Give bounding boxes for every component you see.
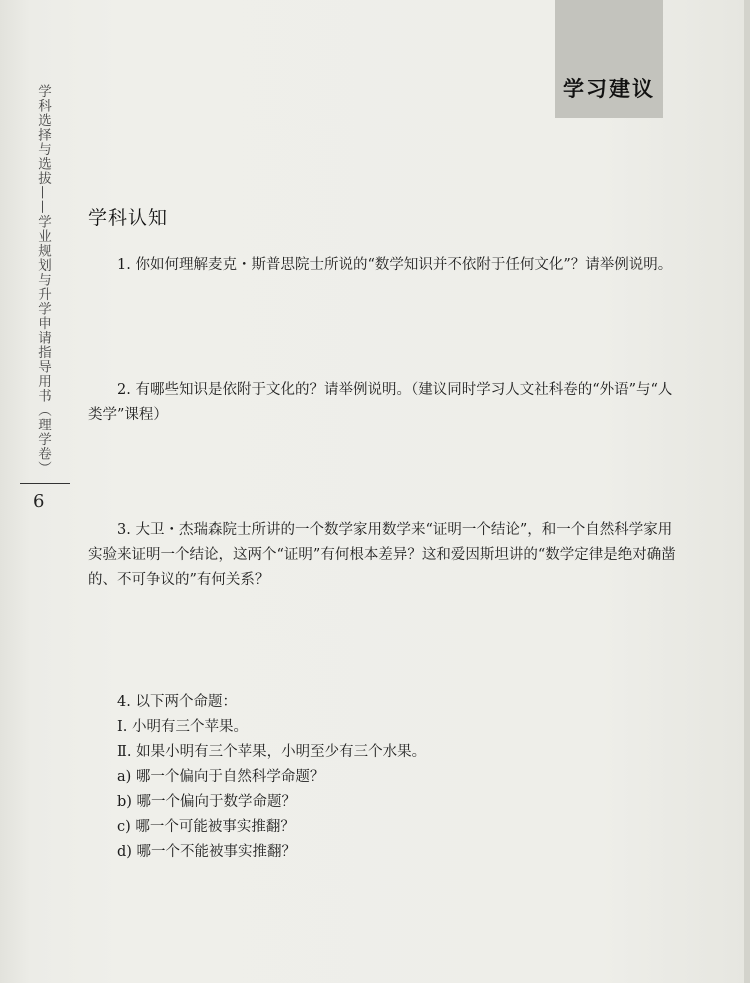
question-4-subquestion-d: d) 哪一个不能被事实推翻？: [117, 844, 297, 860]
page-number: 6: [33, 491, 45, 512]
section-corner-title: 学习建议: [563, 77, 655, 101]
question-4-subquestion-a: a) 哪一个偏向于自然科学命题？: [117, 769, 325, 785]
page-edge-shadow: [744, 0, 750, 983]
question-4-statement-2: Ⅱ. 如果小明有三个苹果，小明至少有三个水果。: [117, 744, 427, 760]
question-4-intro: 4. 以下两个命题：: [117, 694, 237, 710]
question-1: 1. 你如何理解麦克・斯普思院士所说的“数学知识并不依附于任何文化”？请举例说明。: [117, 257, 673, 273]
question-3: 3. 大卫・杰瑞森院士所讲的一个数学家用数学来“证明一个结论”，和一个自然科学家用实验来证明一个结论，这两个“证明”有何根本差异？这和爱因斯坦讲的“数学定律是绝对确凿的、不可争议的”有何关系？: [88, 522, 676, 588]
running-book-title: 学科选择与选拔——学业规划与升学申请指导用书（理学卷）: [35, 84, 51, 476]
section-heading: 学科认知: [88, 207, 169, 229]
question-4-statement-1: Ⅰ. 小明有三个苹果。: [117, 719, 248, 735]
question-4-subquestion-b: b) 哪一个偏向于数学命题？: [117, 794, 297, 810]
page-number-rule: [20, 483, 70, 484]
question-2: 2. 有哪些知识是依附于文化的？请举例说明。（建议同时学习人文社科卷的“外语”与“人类学”课程）: [88, 382, 673, 423]
question-4-subquestion-c: c) 哪一个可能被事实推翻？: [117, 819, 295, 835]
